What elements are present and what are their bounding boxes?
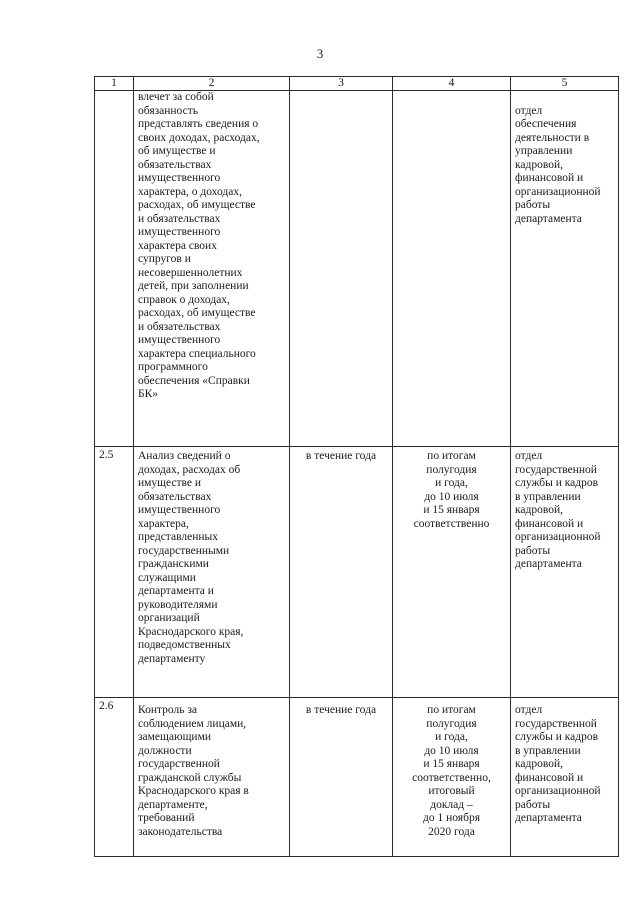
deadline-cell (393, 698, 511, 857)
header-col-1: 1 (95, 77, 134, 91)
header-col-3: 3 (290, 77, 393, 91)
page-number: 3 (316, 46, 324, 61)
header-col-4: 4 (393, 77, 511, 91)
term-text: в течение года (305, 450, 377, 462)
deadline-text: по итогам полугодия и года, до 10 июля и 15 января соответственно (413, 450, 490, 530)
responsible-text: отдел обеспечения деятельности в управлении кадровой, финансовой и организационной работы департамента (515, 104, 601, 225)
row-number (95, 91, 134, 447)
table-row (95, 91, 619, 447)
action-cell (134, 91, 290, 447)
row-number: 2.6 (95, 698, 134, 857)
header-col-5: 5 (511, 77, 619, 91)
responsible-cell (511, 447, 619, 698)
table-row (95, 447, 619, 698)
action-cell (134, 447, 290, 698)
header-row (95, 77, 619, 91)
action-text: влечет за собой обязанность представлять сведения о своих доходах, расходах, об имуществе и обязательствах имущественного характера, о доходах, расходах, об имуществе и обязательствах имущественного характера своих супругов и несовершеннолетних детей, при заполнении справок о доходах, расходах, об имуществе и обязательствах имущественного характера специального программного обеспечения «Справки БК» (138, 91, 260, 400)
term-cell (290, 698, 393, 857)
action-cell (134, 698, 290, 857)
term-cell (290, 447, 393, 698)
responsible-cell (511, 698, 619, 857)
term-text: в течение года (305, 704, 377, 716)
header-col-2: 2 (134, 77, 290, 91)
responsible-cell (511, 91, 619, 447)
table-row (95, 698, 619, 857)
deadline-cell (393, 91, 511, 447)
deadline-cell (393, 447, 511, 698)
responsible-text: отдел государственной службы и кадров в управлении кадровой, финансовой и организационной работы департамента (515, 704, 601, 824)
action-text: Контроль за соблюдением лицами, замещающими должности государственной гражданской службы Краснодарского края в департаменте, требований законодательства (138, 704, 249, 838)
responsible-text: отдел государственной службы и кадров в управлении кадровой, финансовой и организационной работы департамента (515, 450, 601, 570)
row-number: 2.5 (95, 447, 134, 698)
plan-table (94, 76, 619, 857)
action-text: Анализ сведений о доходах, расходах об имуществе и обязательствах имущественного характера, представленных государственными гражданскими служащими департамента и руководителями организаций Краснодарского края, подведомственных департаменту (138, 450, 244, 665)
term-cell (290, 91, 393, 447)
deadline-text: по итогам полугодия и года, до 10 июля и 15 января соответственно, итоговый доклад – до 1 ноября 2020 года (412, 704, 491, 838)
